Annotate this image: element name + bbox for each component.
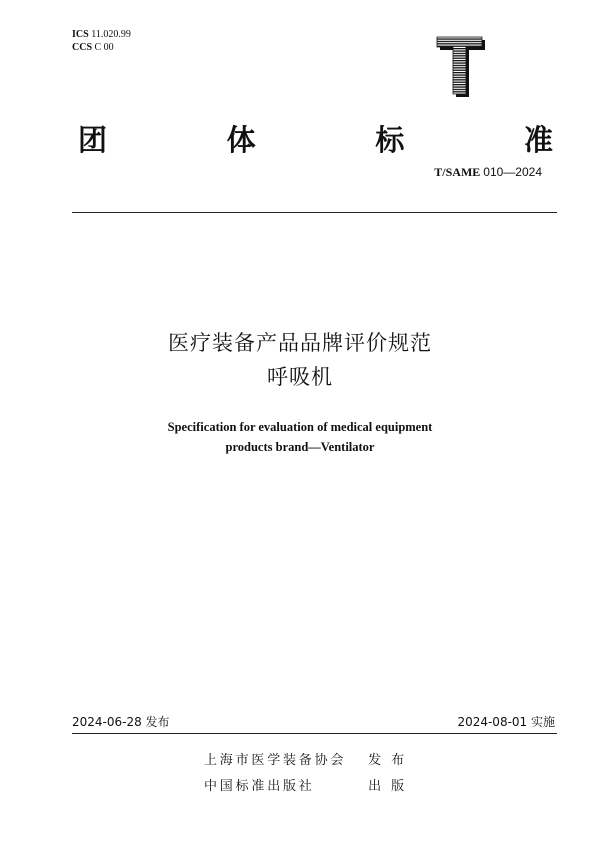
publish-date: 2024-06-28 发布 <box>72 715 170 729</box>
issuer-name: 上海市医学装备协会 <box>204 753 347 768</box>
ccs-value: C 00 <box>94 42 114 53</box>
standard-number-prefix: T/SAME <box>434 165 481 179</box>
top-divider <box>72 212 557 213</box>
ics-line <box>72 28 131 41</box>
standard-type-char-3: 标 <box>375 123 405 157</box>
issuer-publisher <box>204 749 414 768</box>
ccs-label: CCS <box>72 42 93 53</box>
issuer-role: 出版 <box>368 779 415 794</box>
title-cn-line-2: 呼吸机 <box>267 365 333 389</box>
ics-value: 11.020.99 <box>91 29 131 40</box>
standard-type-char-4: 准 <box>523 123 553 157</box>
bottom-divider <box>72 733 557 734</box>
title-english <box>0 417 600 457</box>
standard-type-char-1: 团 <box>78 123 108 157</box>
standard-type-heading <box>78 118 553 159</box>
standard-number-value: 010—2024 <box>483 165 542 179</box>
issuer-name: 中国标准出版社 <box>204 779 315 794</box>
implement-date: 2024-08-01 实施 <box>457 715 555 729</box>
standard-number <box>434 165 542 180</box>
title-en-line-2: products brand—Ventilator <box>225 440 375 454</box>
ics-ccs-block <box>72 28 131 54</box>
title-chinese <box>0 326 600 394</box>
standard-type-char-2: 体 <box>226 123 256 157</box>
ics-label: ICS <box>72 29 89 40</box>
issuer-role: 发布 <box>368 753 415 768</box>
ccs-line <box>72 41 131 54</box>
title-en-line-1: Specification for evaluation of medical equipment <box>167 420 433 434</box>
t-logo-icon <box>436 36 486 98</box>
title-cn-line-1: 医疗装备产品品牌评价规范 <box>168 331 432 355</box>
issuer-press <box>204 775 414 794</box>
